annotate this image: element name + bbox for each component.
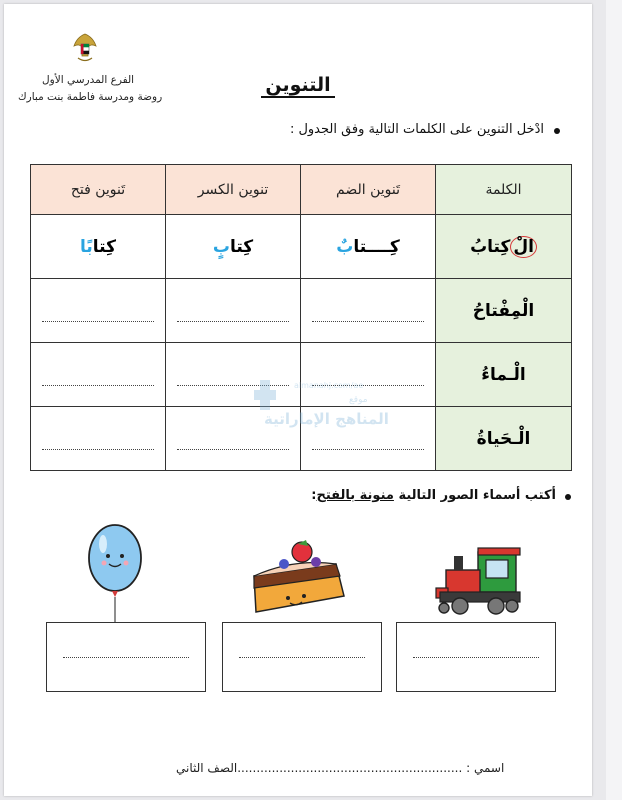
- answer-fatha[interactable]: [31, 343, 166, 407]
- school-name-line1: الفرع المدرسي الأول: [42, 74, 135, 86]
- answer-box-balloon[interactable]: [46, 622, 206, 692]
- header-kasra: تنوين الكسر: [166, 165, 301, 215]
- watermark-url: almanahj.com/ae: [294, 381, 364, 390]
- watermark-text1: موقع: [349, 395, 368, 405]
- example-fatha: كِتابًا: [31, 215, 166, 279]
- section1-instruction: ادْخل التنوين على الكلمات التالية وفق الجدول :: [289, 122, 544, 137]
- uae-emblem-icon: [70, 32, 100, 66]
- bullet-icon: [554, 128, 560, 134]
- header-damma: تَنوين الضم: [301, 165, 436, 215]
- word-cell: الْكِتابُ: [436, 215, 572, 279]
- answer-fatha[interactable]: [31, 279, 166, 343]
- word-cell: الْـحَياةُ: [436, 407, 572, 471]
- school-name-line2: روضة ومدرسة فاطمة بنت مبارك: [18, 91, 163, 103]
- viewer-background: [606, 0, 622, 800]
- word-cell: الْمِفْتاحُ: [436, 279, 572, 343]
- table-row: [31, 215, 572, 279]
- answer-box-train[interactable]: [396, 622, 556, 692]
- answer-box-cake[interactable]: [222, 622, 382, 692]
- page-title: التنوين: [4, 74, 592, 96]
- student-name-field[interactable]: اسمي : ...........................................................الصف الثاني: [176, 761, 505, 775]
- table-row: [31, 279, 572, 343]
- worksheet-page: [4, 4, 592, 796]
- train-icon: [432, 544, 524, 616]
- bullet-icon: [565, 494, 571, 500]
- watermark-logo: [254, 376, 394, 436]
- section2-instruction: أكتب أسماء الصور التالية منونة بالفتح:: [311, 488, 556, 503]
- answer-kasra[interactable]: [166, 279, 301, 343]
- word-cell: الْـماءُ: [436, 343, 572, 407]
- header-fatha: تَنوين فتح: [31, 165, 166, 215]
- watermark-text2: المناهج الإماراتية: [264, 410, 389, 428]
- table-header-row: [31, 165, 572, 215]
- example-kasra: كِتابٍ: [166, 215, 301, 279]
- answer-damma[interactable]: [301, 279, 436, 343]
- balloon-icon: [84, 518, 148, 622]
- answer-fatha[interactable]: [31, 407, 166, 471]
- example-damma: كِــــتابٌ: [301, 215, 436, 279]
- cake-icon: [244, 538, 350, 618]
- header-word: الكلمة: [436, 165, 572, 215]
